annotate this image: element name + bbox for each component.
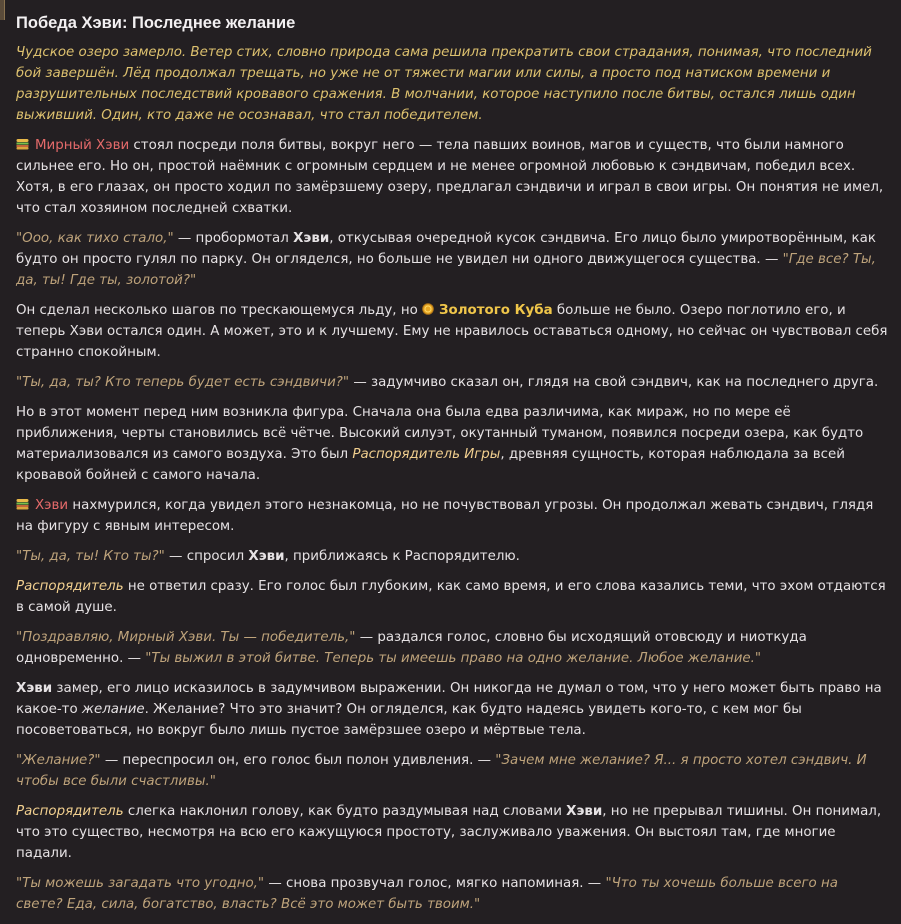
quote: "Ты, да, ты? Кто теперь будет есть сэндвичи?" — [16, 375, 350, 390]
game-master-name: Распорядитель Игры — [352, 447, 501, 462]
paragraph-who-are-you — [16, 546, 888, 567]
paragraph-figure-appears — [16, 402, 888, 486]
paragraph-heavy-stands — [16, 135, 888, 219]
quote: "Что ты хочешь больше всего на свете? Еда, сила, богатство, власть? Всё это может быть твоим." — [16, 876, 838, 912]
message-content — [16, 12, 888, 924]
paragraph-congrats — [16, 627, 888, 669]
paragraph-text: — раздался голос, словно бы исходящий отовсюду и ниоткуда одновременно. — — [16, 630, 807, 666]
paragraph-text: нахмурился, когда увидел этого незнакомца, но не почувствовал угрозы. Он продолжал жевать сэндвич, глядя на фигуру с явным интересом. — [16, 498, 874, 534]
game-master-name: Распорядитель — [16, 579, 124, 594]
paragraph-text: слегка наклонил голову, как будто раздумывая над словами — [123, 804, 567, 819]
paragraph-quiet — [16, 228, 888, 291]
paragraph-text: — пробормотал — [173, 231, 294, 246]
heavy-name: Хэви — [293, 231, 330, 246]
paragraph-anything — [16, 873, 888, 915]
wish-word: желание — [81, 702, 145, 717]
paragraph-gm-tilts — [16, 801, 888, 864]
paragraph-wish-question — [16, 750, 888, 792]
paragraph-text: , древняя сущность, которая наблюдала за всей кровавой бойней с самого начала. — [16, 447, 845, 483]
paragraph-text: , откусывая очередной кусок сэндвича. Его лицо было умиротворённым, как будто он просто гулял по парку. Он огляделся, но больше не увидел ни одного движущегося существа. — — [16, 231, 876, 267]
heavy-name: Мирный Хэви — [35, 138, 130, 153]
heavy-name: Хэви — [566, 804, 603, 819]
sandwich-icon — [16, 138, 29, 150]
paragraph-text: не ответил сразу. Его голос был глубоким, как само время, и его слова казались теми, что эхом отдаются в самой душе. — [16, 579, 886, 615]
window-edge-decoration — [0, 0, 5, 20]
paragraph-text: . Желание? Что это значит? Он огляделся, как будто надеясь увидеть кого-то, с кем мог бы посоветоваться, но вокруг было лишь пустое замёрзшее озеро и мёртвые тела. — [16, 702, 802, 738]
quote: "Ты можешь загадать что угодно," — [16, 876, 265, 891]
paragraph-text: больше не было. Озеро поглотило его, и теперь Хэви остался один. А может, это и к лучшему. Ему не нравилось оставаться одному, но сейчас он чувствовал себя странно спокойным. — [16, 303, 888, 360]
golden-cube-name: Золотого Куба — [439, 303, 553, 318]
paragraph-text: , но не прерывал тишины. Он понимал, что это существо, несмотря на всю его кажущуюся простоту, заслуживало уважения. Он выстоял там, где многие падали. — [16, 804, 882, 861]
quote: "Ты, да, ты! Кто ты?" — [16, 549, 165, 564]
paragraph-heavy-froze — [16, 678, 888, 741]
story-title: Победа Хэви: Последнее желание — [16, 14, 296, 32]
heavy-name: Хэви — [35, 498, 69, 513]
heavy-name: Хэви — [248, 549, 285, 564]
paragraph-text: замер, его лицо исказилось в задумчивом выражении. Он никогда не думал о том, что у него может быть право на какое-то — [16, 681, 882, 717]
paragraph-who-eats — [16, 372, 888, 393]
intro-paragraph: Чудское озеро замерло. Ветер стих, словно природа сама решила прекратить свои страдания, понимая, что последний бой завершён. Лёд продолжал трещать, но уже не от тяжести магии или силы, а просто под натиском времени и разрушительных последствий кровавого сражения. В молчании, которое наступило после битвы, остался лишь один выживший. Один, кто даже не осознавал, что стал победителем. — [16, 45, 872, 123]
paragraph-text: стоял посреди поля битвы, вокруг него — тела павших воинов, магов и существ, что были намного сильнее его. Но он, простой наёмник с огромным сердцем и не менее огромной любовью к сэндвичам, победил всех. Хотя, в его глазах, он просто ходил по замёрзшему озеру, предлагал сэндвичи и играл в свои игры. Он понятия не имел, что стал хозяином последней схватки. — [16, 138, 884, 216]
quote: "Ооо, как тихо стало," — [16, 231, 174, 246]
sandwich-icon — [16, 498, 29, 510]
paragraph-gm-silent — [16, 576, 888, 618]
paragraph-text: Но в этот момент перед ним возникла фигура. Сначала она была едва различима, как мираж, но по мере её приближения, черты становились всё чётче. Высокий силуэт, окутанный туманом, появился посреди озера, как будто материализовался из самого воздуха. Это был — [16, 405, 864, 462]
quote: "Поздравляю, Мирный Хэви. Ты — победитель," — [16, 630, 356, 645]
paragraph-heavy-frowned — [16, 495, 888, 537]
game-master-name: Распорядитель — [16, 804, 124, 819]
paragraph-text: — снова прозвучал голос, мягко напоминая. — — [264, 876, 606, 891]
quote: "Зачем мне желание? Я... я просто хотел сэндвич. И чтобы все были счастливы." — [16, 753, 867, 789]
paragraph-golden-cube — [16, 300, 888, 363]
paragraph-text: — переспросил он, его голос был полон удивления. — — [100, 753, 496, 768]
paragraph-text: , приближаясь к Распорядителю. — [284, 549, 520, 564]
quote: "Желание?" — [16, 753, 101, 768]
quote: "Где все? Ты, да, ты! Где ты, золотой?" — [16, 252, 876, 288]
heavy-name: Хэви — [16, 681, 53, 696]
coin-icon — [422, 303, 434, 315]
paragraph-text: — спросил — [164, 549, 249, 564]
paragraph-text: — задумчиво сказал он, глядя на свой сэндвич, как на последнего друга. — [349, 375, 879, 390]
quote: "Ты выжил в этой битве. Теперь ты имеешь право на одно желание. Любое желание." — [145, 651, 762, 666]
paragraph-text: Он сделал несколько шагов по трескающемуся льду, но — [16, 303, 423, 318]
